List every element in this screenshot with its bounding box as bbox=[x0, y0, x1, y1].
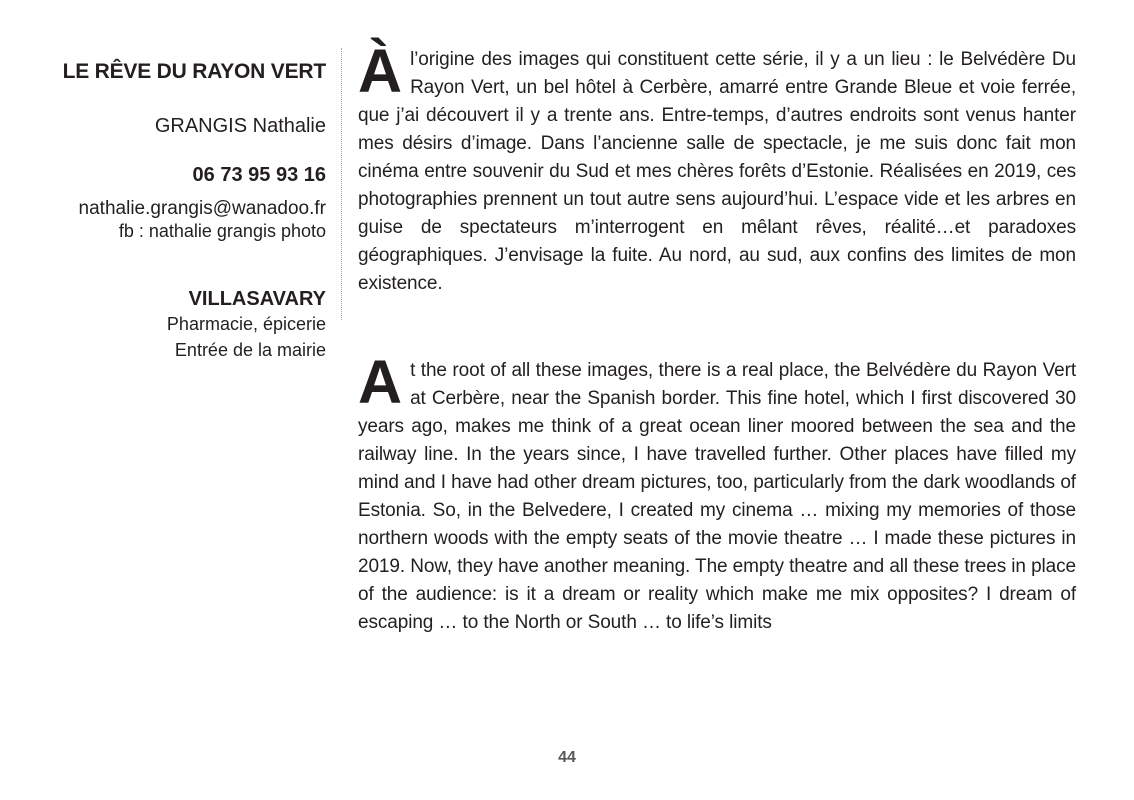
venue-detail-2: Entrée de la mairie bbox=[174, 340, 326, 360]
venue-town: VILLASAVARY bbox=[188, 288, 326, 310]
english-statement bbox=[358, 348, 1076, 637]
column-divider bbox=[341, 48, 342, 320]
artist-name: GRANGIS Nathalie bbox=[154, 115, 326, 137]
email-address: nathalie.grangis@wanadoo.fr bbox=[78, 198, 326, 219]
french-statement bbox=[358, 37, 1076, 298]
statement-column bbox=[358, 37, 1076, 637]
dropcap-letter-fr: À bbox=[358, 37, 403, 105]
artist-info-sidebar bbox=[50, 60, 326, 363]
exhibition-title: LE RÊVE DU RAYON VERT bbox=[62, 60, 326, 83]
english-statement-text: t the root of all these images, there is a real place, the Belvédère du Rayon Vert at Cerbère, near the Spanish border. This fine hotel, which I first discovered 30 years ago, makes me think of a great ocean liner moored between the sea and the railway line. In the years since, I have travelled further. Other places have filled my mind and I have had other dream pictures, too, particularly from the dark woodlands of Estonia. So, in the Belvedere, I created my cinema … mixing my memories of those northern woods with the empty seats of the movie theatre … I made these pictures in 2019. Now, they have another meaning. The empty theatre and all these trees in place of the audience: is it a dream or reality which make me mix opposites? I dream of escaping … to the North or South … to life’s limits bbox=[358, 360, 1076, 633]
dropcap-letter-en: A bbox=[358, 348, 403, 416]
venue-detail-1: Pharmacie, épicerie bbox=[166, 314, 326, 334]
page-number: 44 bbox=[558, 749, 576, 766]
french-statement-text: l’origine des images qui constituent cette série, il y a un lieu : le Belvédère Du Rayon Vert, un bel hôtel à Cerbère, amarré entre Grande Bleue et voie ferrée, que j’ai découvert il y a trente ans. Entre-temps, d’autres endroits sont venus hanter mes désirs d’image. Dans l’ancienne salle de spectacle, je me suis donc fait mon cinéma entre souvenir du Sud et mes chères forêts d’Estonie. Réalisées en 2019, ces photographies prennent un tout autre sens aujourd’hui. L’espace vide et les arbres en guise de spectateurs m’interrogent en mêlant rêves, réalité…et paradoxes géographiques. J’envisage la fuite. Au nord, au sud, aux confins des limites de mon existence. bbox=[358, 49, 1076, 294]
facebook-handle: fb : nathalie grangis photo bbox=[118, 221, 326, 241]
phone-number: 06 73 95 93 16 bbox=[192, 164, 326, 186]
